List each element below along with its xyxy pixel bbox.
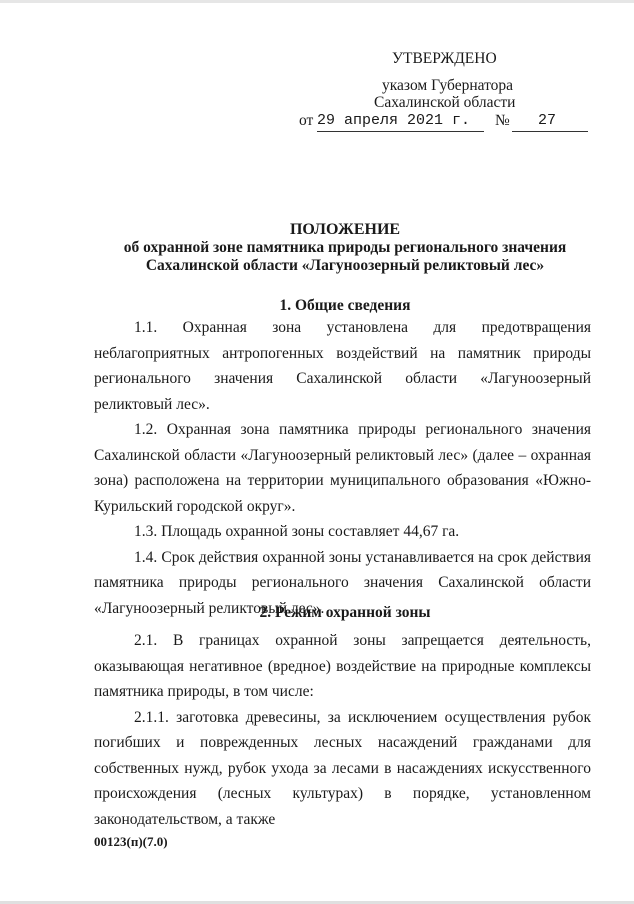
paragraph-1-4: 1.4. Срок действия охранной зоны устанавливается на срок действия памятника природы регионального значения Сахалинской области «Лагуноозерный реликтовый лес».	[94, 548, 591, 617]
paragraph-1-3: 1.3. Площадь охранной зоны составляет 44,67 га.	[134, 523, 460, 540]
approval-number-label: №	[495, 112, 510, 129]
approval-line-2: Сахалинской области	[374, 94, 516, 111]
paragraph-2-1-1: 2.1.1. заготовка древесины, за исключением осуществления рубок погибших и поврежденных лесных насаждений гражданами для собственных нужд, рубок ухода за лесами в насаждениях искусственного происхождения (лесных культурах) в порядке, установленном законодательством, а также	[94, 708, 591, 828]
paragraph-1-2: 1.2. Охранная зона памятника природы регионального значения Сахалинской области «Лагуноозерный реликтовый лес» (далее – охранная зона) расположена на территории муниципального образования «Южно-Курильский городской округ».	[94, 421, 591, 515]
paragraph-2-1: 2.1. В границах охранной зоны запрещается деятельность, оказывающая негативное (вредное) воздействие на природные комплексы памятника природы, в том числе:	[94, 632, 591, 700]
approval-date-underline	[317, 131, 484, 132]
document-code: 00123(п)(7.0)	[94, 834, 168, 849]
approval-number-underline	[512, 131, 588, 132]
paragraph-1-1: 1.1. Охранная зона установлена для предотвращения неблагоприятных антропогенных воздействий на памятник природы регионального значения Сахалинской области «Лагуноозерный реликтовый лес».	[94, 319, 591, 413]
approval-date: 29 апреля 2021 г.	[317, 112, 471, 129]
section-2-body	[94, 628, 591, 832]
section-2-heading: 2. Режим охранной зоны	[259, 604, 431, 621]
approval-title: УТВЕРЖДЕНО	[392, 50, 497, 67]
document-subtitle-line-2: Сахалинской области «Лагуноозерный реликтовый лес»	[145, 257, 545, 274]
approval-from-label: от	[299, 112, 314, 129]
scan-top-edge	[0, 0, 634, 3]
approval-number: 27	[538, 112, 557, 129]
document-title: ПОЛОЖЕНИЕ	[289, 221, 401, 238]
section-1-body	[94, 315, 591, 621]
document-subtitle-line-1: об охранной зоне памятника природы регионального значения	[123, 239, 567, 256]
section-1-heading: 1. Общие сведения	[279, 297, 411, 314]
approval-line-1: указом Губернатора	[382, 77, 514, 94]
